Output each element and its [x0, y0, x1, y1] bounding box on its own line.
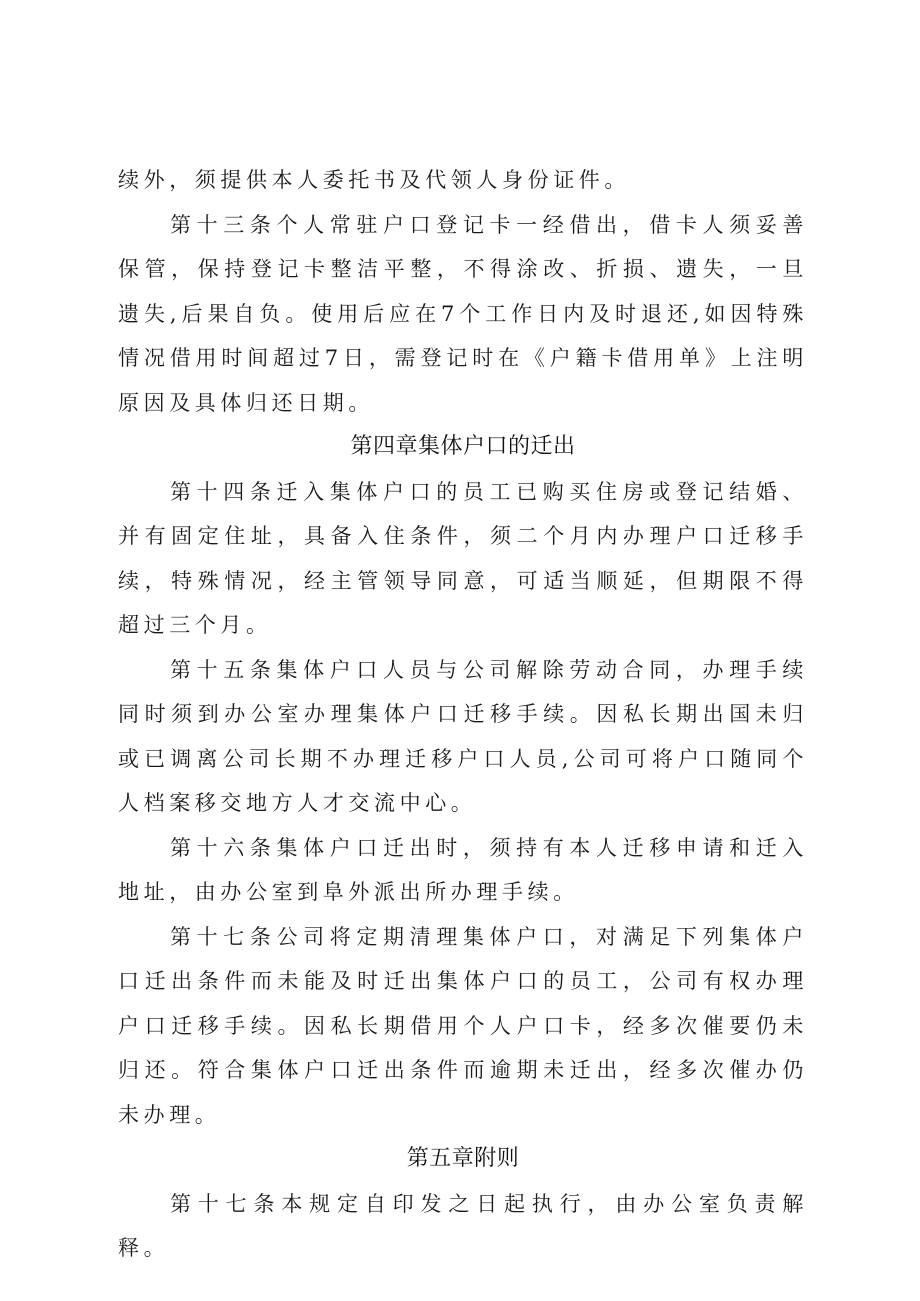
- paragraph-article-15: 第十五条集体户口人员与公司解除劳动合同，办理手续同时须到办公室办理集体户口迁移手续。因私长期出国未归或已调离公司长期不办理迁移户口人员,公司可将户口随同个人档案移交地方人才交流中心。: [118, 657, 808, 815]
- paragraph-article-17-supplementary: 第十七条本规定自印发之日起执行，由办公室负责解释。: [118, 1191, 808, 1260]
- paragraph-article-14: 第十四条迁入集体户口的员工已购买住房或登记结婚、并有固定住址，具备入住条件，须二个月内办理户口迁移手续，特殊情况，经主管领导同意，可适当顺延，但期限不得超过三个月。: [118, 479, 808, 637]
- chapter-5-title: 第五章附则: [406, 1146, 520, 1171]
- paragraph-article-13: 第十三条个人常驻户口登记卡一经借出，借卡人须妥善保管，保持登记卡整洁平整，不得涂改、折损、遗失，一旦遗失,后果自负。使用后应在7个工作日内及时退还,如因特殊情况借用时间超过7日，需登记时在《户籍卡借用单》上注明原因及具体归还日期。: [118, 212, 808, 415]
- paragraph-continuation: 续外，须提供本人委托书及代领人身份证件。: [118, 168, 630, 192]
- document-body: [118, 158, 808, 1271]
- paragraph-article-17: 第十七条公司将定期清理集体户口，对满足下列集体户口迁出条件而未能及时迁出集体户口的员工，公司有权办理户口迁移手续。因私长期借用个人户口卡，经多次催要仍未归还。符合集体户口迁出条件而逾期未迁出，经多次催办仍未办理。: [118, 924, 808, 1127]
- chapter-4-title: 第四章集体户口的迁出: [350, 434, 576, 459]
- paragraph-article-16: 第十六条集体户口迁出时，须持有本人迁移申请和迁入地址，由办公室到阜外派出所办理手续。: [118, 835, 808, 904]
